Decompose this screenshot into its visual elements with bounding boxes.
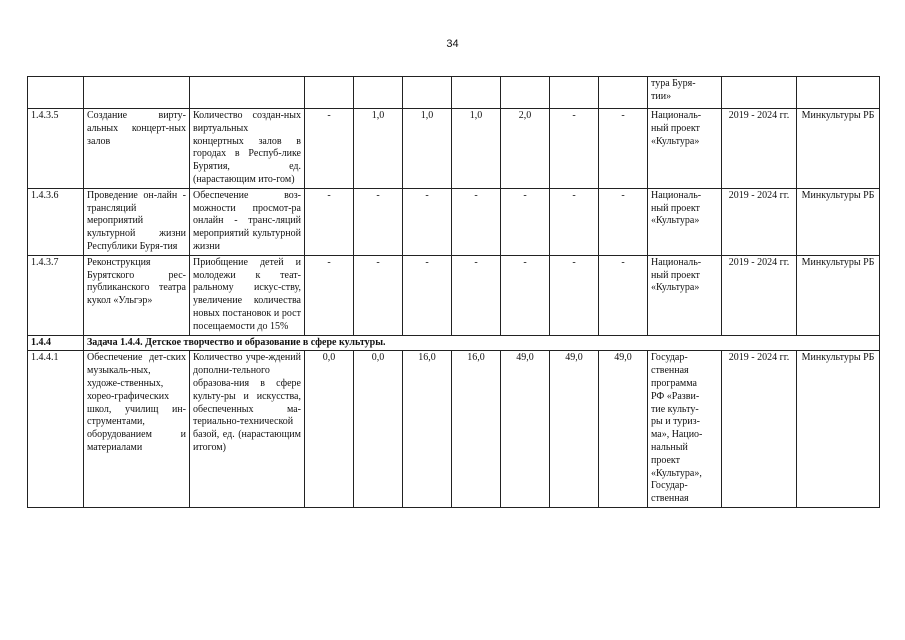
cell-value: - xyxy=(452,255,501,335)
cell-value: - xyxy=(501,255,550,335)
plan-table xyxy=(27,76,880,508)
cell-program: тура Буря- тии» xyxy=(648,77,722,109)
cell-value: 0,0 xyxy=(305,351,354,508)
cell-executor: Минкультуры РБ xyxy=(797,109,880,189)
cell-value: - xyxy=(403,188,452,255)
cell-code: 1.4.3.5 xyxy=(28,109,84,189)
cell-value: 1,0 xyxy=(403,109,452,189)
table-row xyxy=(28,255,880,335)
cell-indicator: Обеспечение воз-можности просмот-ра онлайн - транс-ляций мероприятий культурной жизни xyxy=(190,188,305,255)
cell-program: Националь- ный проект «Культура» xyxy=(648,109,722,189)
cell-value: 49,0 xyxy=(501,351,550,508)
cell-code xyxy=(28,77,84,109)
task-code: 1.4.4 xyxy=(28,335,84,351)
cell-value: 1,0 xyxy=(452,109,501,189)
cell-value: 49,0 xyxy=(550,351,599,508)
cell-indicator: Количество учре-ждений дополни-тельного образова-ния в сфере культу-ры и искусства, обеспеченных ма-териально-технической базой, ед. (нарастающим итогом) xyxy=(190,351,305,508)
cell-value: 16,0 xyxy=(452,351,501,508)
cell-value: - xyxy=(599,188,648,255)
continuation-row xyxy=(28,77,880,109)
task-row xyxy=(28,335,880,351)
cell-value: - xyxy=(501,188,550,255)
cell-code: 1.4.3.6 xyxy=(28,188,84,255)
cell-value: - xyxy=(550,109,599,189)
cell-code: 1.4.3.7 xyxy=(28,255,84,335)
cell-value: - xyxy=(599,255,648,335)
cell-activity: Создание вирту-альных концерт-ных залов xyxy=(84,109,190,189)
table-row xyxy=(28,109,880,189)
cell-period: 2019 - 2024 гг. xyxy=(722,351,797,508)
cell-value: - xyxy=(354,188,403,255)
cell-executor: Минкультуры РБ xyxy=(797,255,880,335)
cell-value: 0,0 xyxy=(354,351,403,508)
cell-value: - xyxy=(305,255,354,335)
cell-program: Националь- ный проект «Культура» xyxy=(648,255,722,335)
cell-value: 1,0 xyxy=(354,109,403,189)
cell-executor: Минкультуры РБ xyxy=(797,351,880,508)
cell-program: Националь- ный проект «Культура» xyxy=(648,188,722,255)
cell-value: - xyxy=(305,109,354,189)
cell-indicator: Количество создан-ных виртуальных концертных залов в городах в Респуб-лике Бурятия, ед. (нарастающим ито-гом) xyxy=(190,109,305,189)
cell-code: 1.4.4.1 xyxy=(28,351,84,508)
page-number: 34 xyxy=(446,38,459,50)
cell-value: - xyxy=(452,188,501,255)
cell-program: Государ- ственная программа РФ «Разви- тие культу- ры и туриз- ма», Нацио- нальный проект «Культура», Государ- ственная xyxy=(648,351,722,508)
cell-value: 16,0 xyxy=(403,351,452,508)
table-row xyxy=(28,188,880,255)
cell-value: - xyxy=(354,255,403,335)
task-title: Задача 1.4.4. Детское творчество и образование в сфере культуры. xyxy=(84,335,880,351)
cell-period: 2019 - 2024 гг. xyxy=(722,109,797,189)
cell-value: - xyxy=(403,255,452,335)
table-row xyxy=(28,351,880,508)
cell-value: - xyxy=(305,188,354,255)
cell-value: - xyxy=(599,109,648,189)
cell-indicator: Приобщение детей и молодежи к теат-ральному искус-ству, увеличение количества новых постановок и рост посещаемости до 15% xyxy=(190,255,305,335)
cell-activity xyxy=(84,77,190,109)
cell-activity: Реконструкция Бурятского рес-публиканского театра кукол «Ульгэр» xyxy=(84,255,190,335)
cell-value: - xyxy=(550,188,599,255)
cell-period: 2019 - 2024 гг. xyxy=(722,188,797,255)
cell-value: 2,0 xyxy=(501,109,550,189)
cell-value: - xyxy=(550,255,599,335)
cell-period: 2019 - 2024 гг. xyxy=(722,255,797,335)
cell-activity: Обеспечение дет-ских музыкаль-ных, художе-ственных, хорео-графических школ, училищ ин-струментами, оборудованием и материалами xyxy=(84,351,190,508)
cell-indicator xyxy=(190,77,305,109)
cell-value: 49,0 xyxy=(599,351,648,508)
cell-executor: Минкультуры РБ xyxy=(797,188,880,255)
cell-activity: Проведение он-лайн - трансляций мероприятий культурной жизни Республики Буря-тия xyxy=(84,188,190,255)
